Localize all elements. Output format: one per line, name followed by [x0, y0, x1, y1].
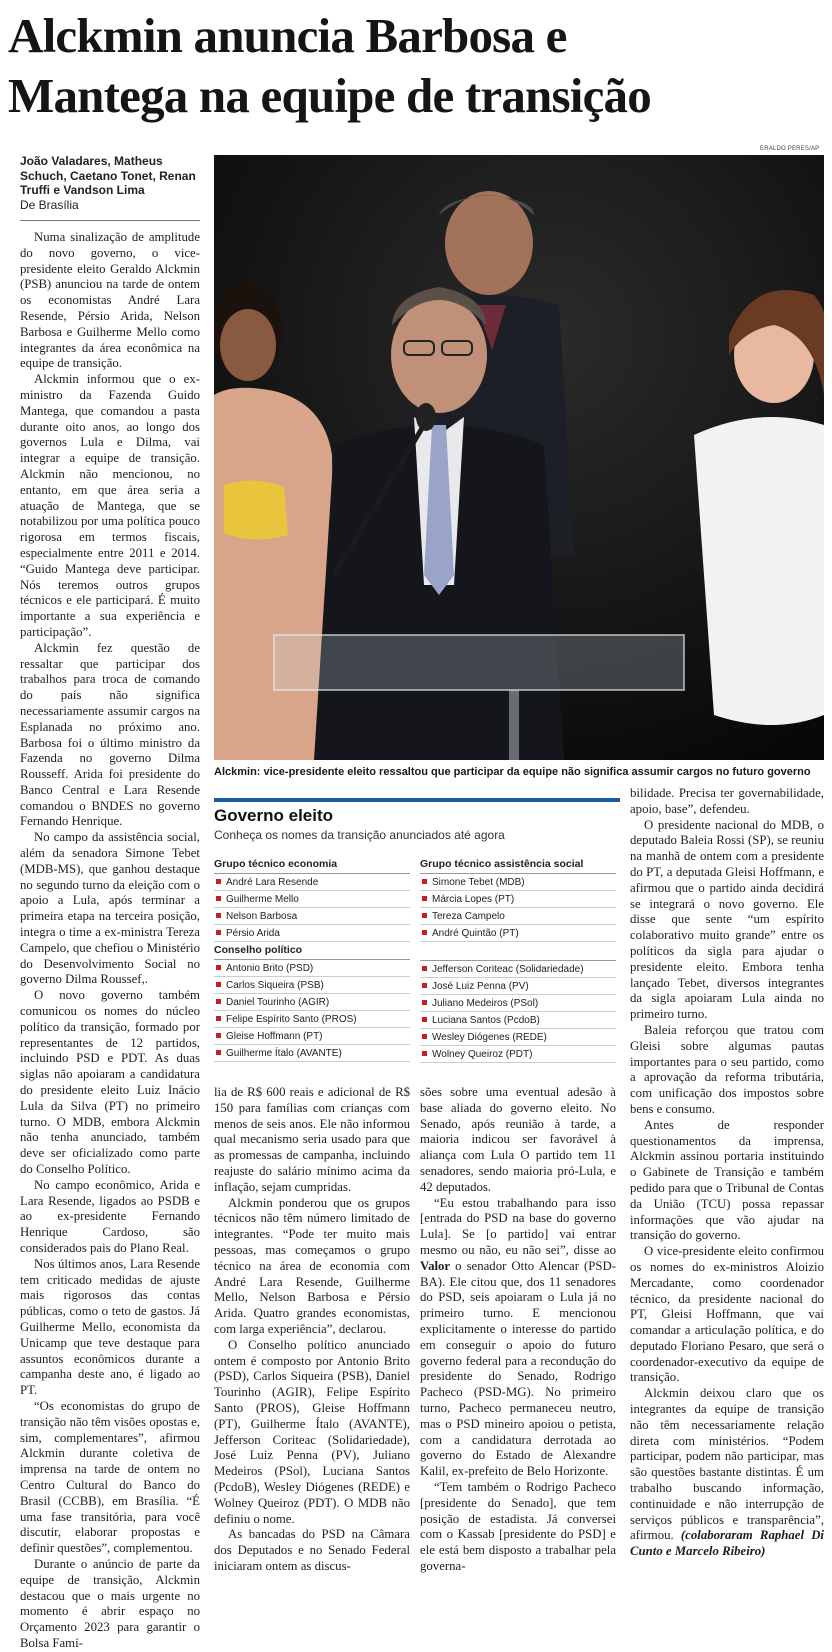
col4-paragraph-5: O vice-presidente eleito confirmou os nomes do ex-ministros Aloizio Mercadante, como coordenador técnico, da presidente nacional do PT, Gleisi Hoffmann, que vai comandar a articulação política, e do deputado Floriano Pesaro, que será o coordenador-executivo da equipe de transição.	[630, 1244, 824, 1385]
col4-paragraph-2: O presidente nacional do MDB, o deputado Baleia Rossi (SP), se reuniu na manhã de ontem com a presidente do PT, a deputada Gleisi Hoffmann, e afirmou que o partido ainda decidirá se integrará o novo governo. Ele disse que sente “um espírito colaborativo muito grande” entre os políticos da sigla para ajudar o presidente eleito. Embora tenha lançado Tebet, diversos integrantes da sigla apoiaram Lula ainda no primeiro turno.	[630, 817, 824, 1022]
bullet-icon	[422, 1034, 427, 1039]
col4-paragraph-4: Antes de responder questionamentos da imprensa, Alckmin assinou portaria instituindo o Gabinete de Transição e também pedido para que o Tribunal de Contas da União (TCU) possa repassar informações que vão ajudar na transição do governo.	[630, 1117, 824, 1243]
bullet-icon	[422, 1000, 427, 1005]
article-column-3	[420, 1085, 616, 1575]
list-item: Nelson Barbosa	[214, 908, 410, 925]
col1-paragraph-2: Alckmin informou que o ex-ministro da Fazenda Guido Mantega, que comandou a pasta durante oito anos, ao longo dos governos Lula e Dilma, vai integrar a equipe de transição. Alckmin não mencionou, no entanto, em que área seria a atuação de Mantega, que se notabilizou por uma política pouco rigorosa em termos fiscais, especialmente entre 2011 e 2014. “Guido Mantega deve participar. Nós teremos outros grupos técnicos e ele participará. É muito importante a sua experiência e participação”.	[20, 372, 200, 639]
group-title: Grupo técnico economia	[214, 856, 410, 874]
box-subtitle: Conheça os nomes da transição anunciados até agora	[214, 828, 505, 842]
list-item: Guilherme Ítalo (AVANTE)	[214, 1045, 410, 1062]
col3-paragraph-2: “Eu estou trabalhando para isso [entrada do PSD na base do governo Lula]. Se [o partido] vai entrar mesmo ou não, eu não sei”, disse ao Valor o senador Otto Alencar (PSD-BA). Ele citou que, dos 11 senadores do PSD, seis apoiaram o Lula já no primeiro turno. E mencionou explicitamente o interesse do partido em conseguir o apoio do futuro governo federal para a recondução do presidente do Senado, Rodrigo Pacheco (PSD-MG). No primeiro turno, Pacheco permaneceu neutro, mas o PSD mineiro apoiou o petista, com a candidatura derrotada ao governo do Estado de Alexandre Kalil, ex-prefeito de Belo Horizonte.	[420, 1195, 616, 1479]
list-item: André Lara Resende	[214, 874, 410, 891]
group-conselho-politico	[214, 942, 410, 1062]
group-title-spacer	[420, 942, 616, 961]
bullet-icon	[216, 999, 221, 1004]
group-title: Conselho político	[214, 942, 410, 960]
box-title: Governo eleito	[214, 806, 334, 825]
bullet-icon	[216, 896, 221, 901]
bullet-icon	[216, 913, 221, 918]
bullet-icon	[216, 1033, 221, 1038]
credits: (colaboraram Raphael Di Cunto e Marcelo Ribeiro)	[630, 1528, 824, 1559]
bullet-icon	[422, 966, 427, 971]
photo-credit: ERALDO PERES/AP	[760, 146, 820, 152]
headline	[8, 6, 828, 126]
photo-caption: Alckmin: vice-presidente eleito ressaltou que participar da equipe não significa assumir cargos no futuro governo	[214, 766, 811, 778]
col4-paragraph-3: Baleia reforçou que tratou com Gleisi sobre algumas pautas importantes para o seu partido, como a aprovação da reforma tributária, com unificação dos impostos sobre bens e consumo.	[630, 1022, 824, 1116]
article-column-4	[630, 786, 824, 1560]
bullet-icon	[422, 930, 427, 935]
list-item: Tereza Campelo	[420, 908, 616, 925]
bullet-icon	[216, 879, 221, 884]
article-column-2	[214, 1085, 410, 1575]
col1-paragraph-6: No campo econômico, Arida e Lara Resende, ligados ao PSDB e ao ex-presidente Fernando Henrique Cardoso, são considerados pais do Plano Real.	[20, 1177, 200, 1255]
transition-info-box	[214, 798, 620, 848]
bullet-icon	[422, 913, 427, 918]
group-assistencia-social	[420, 856, 616, 942]
byline-authors-1: João Valadares, Matheus	[20, 154, 163, 168]
group-economia	[214, 856, 410, 942]
bullet-icon	[216, 965, 221, 970]
col3-paragraph-3: “Tem também o Rodrigo Pacheco [presidente do Senado], que tem posição de estadista. Já conversei com o Kassab [presidente do PSD] e ele está bem disposto a trabalhar pela governa-	[420, 1479, 616, 1573]
list-item: Antonio Brito (PSD)	[214, 960, 410, 977]
bullet-icon	[216, 1016, 221, 1021]
news-photo	[214, 155, 824, 760]
headline-line-2: Mantega na equipe de transição	[8, 68, 651, 123]
list-item: Guilherme Mello	[214, 891, 410, 908]
list-item: Carlos Siqueira (PSB)	[214, 977, 410, 994]
byline-authors-2: Schuch, Caetano Tonet, Renan	[20, 168, 196, 183]
headline-line-1: Alckmin anuncia Barbosa e	[8, 8, 567, 63]
bullet-icon	[422, 1051, 427, 1056]
group-title: Grupo técnico assistência social	[420, 856, 616, 874]
bullet-icon	[422, 879, 427, 884]
col1-paragraph-4: No campo da assistência social, além da senadora Simone Tebet (MDB-MS), que ganhou destaque no segundo turno da eleição com o apoio a Lula, após terminar a primeira etapa na terceira posição, integra o time a ex-ministra Tereza Campelo, que chefiou o Ministério do Desenvolvimento Social no governo Dilma Roussef,.	[20, 830, 200, 987]
list-item: Luciana Santos (PcdoB)	[420, 1012, 616, 1029]
list-item: Felipe Espírito Santo (PROS)	[214, 1011, 410, 1028]
byline-authors-3: Truffi e Vandson Lima	[20, 183, 145, 197]
valor-highlight: Valor	[420, 1258, 451, 1273]
col2-paragraph-3: O Conselho político anunciado ontem é composto por Antonio Brito (PSD), Carlos Siqueira (PSB), Daniel Tourinho (AGIR), Felipe Espírito Santo (PROS), Gleise Hoffmann (PT), Guilherme Ítalo (AVANTE), Jefferson Coriteac (Solidariedade), José Luiz Penna (PV), Juliano Medeiros (PSol), Luciana Santos (PcdoB), Wesley Diógenes (REDE) e Wolney Queiroz (PDT). O MDB não definiu o nome.	[214, 1337, 410, 1526]
list-item: José Luiz Penna (PV)	[420, 978, 616, 995]
col2-paragraph-4: As bancadas do PSD na Câmara dos Deputados e no Senado Federal iniciaram ontem as discus-	[214, 1527, 410, 1573]
list-item: Gleise Hoffmann (PT)	[214, 1028, 410, 1045]
col1-paragraph-3: Alckmin fez questão de ressaltar que participar dos trabalhos para troca de comando do país não significa necessariamente assumir cargos na Esplanada no próximo ano. Barbosa foi o último ministro da Fazenda no governo Dilma Rousseff. Arida foi presidente do Banco Central e Lara Resende comandou o BNDES no governo Fernando Henrique.	[20, 640, 200, 829]
col1-paragraph-5: O novo governo também comunicou os nomes do núcleo político da transição, formado por representantes de 12 partidos, incluindo PSD e PDT. As duas siglas não apoiaram a candidatura do presidente eleito Luiz Inácio Lula da Silva (PT) no primeiro turno. O MDB, embora Alckmin não tenha anunciado, também deve ser oficializado como parte do Conselho Político.	[20, 988, 200, 1177]
article-column-1	[20, 230, 200, 1652]
list-item: Wolney Queiroz (PDT)	[420, 1046, 616, 1063]
byline-divider	[20, 220, 200, 221]
col2-paragraph-2: Alckmin ponderou que os grupos técnicos não têm número limitado de integrantes. “Pode ter muito mais pessoas, mas começamos o grupo técnico na área de economia com André Lara Resende, Guilherme Mello, Nelson Barbosa e Pérsio Arida. Quatro grandes economistas, com larga experiência”, declarou.	[214, 1195, 410, 1336]
col4-paragraph-6: Alckmin deixou claro que os integrantes da equipe de transição não têm necessariamente relação direta com ministérios. “Podem participar, podem não participar, mas são questões bastante distintas. É um trabalho buscando informação, continuidade e não interrupção de serviços públicos e transparência”, afirmou. (colaboraram Raphael Di Cunto e Marcelo Ribeiro)	[630, 1386, 824, 1559]
list-item: Pérsio Arida	[214, 925, 410, 942]
list-item: Simone Tebet (MDB)	[420, 874, 616, 891]
list-item: Wesley Diógenes (REDE)	[420, 1029, 616, 1046]
col1-paragraph-1: Numa sinalização de amplitude do novo governo, o vice-presidente eleito Geraldo Alckmin (PSB) anunciou na tarde de ontem os economistas André Lara Resende, Pérsio Arida, Nelson Barbosa e Guilherme Mello como integrantes da área econômica na equipe de transição.	[20, 230, 200, 371]
col2-paragraph-1: lia de R$ 600 reais e adicional de R$ 150 para famílias com crianças com menos de seis anos. Ele não informou qual mecanismo seria usado para que as promessas de campanha, incluindo reajuste do salário mínimo acima da inflação, sejam cumpridas.	[214, 1085, 410, 1194]
photo-illustration	[214, 155, 824, 760]
col4-paragraph-1: bilidade. Precisa ter governabilidade, apoio, base”, defendeu.	[630, 786, 824, 816]
col1-paragraph-8: “Os economistas do grupo de transição não têm visões opostas e, sim, complementares”, afirmou Alckmin durante coletiva de imprensa na tarde de ontem no Centro Cultural do Banco do Brasil (CCBB), em Brasília. “É uma fase transitória, para você discutir, elaborar propostas e definir questões”, complementou.	[20, 1398, 200, 1556]
bullet-icon	[216, 1050, 221, 1055]
col1-paragraph-7: Nos últimos anos, Lara Resende tem criticado medidas de ajuste mais rigorosos das contas públicas, como o teto de gastos. Já Guilherme Mello, economista da Unicamp que teve destaque para assuntos econômicos durante a campanha deste ano, é ligado ao PT.	[20, 1256, 200, 1398]
col1-paragraph-9: Durante o anúncio de parte da equipe de transição, Alckmin destacou que o mais urgente no momento é abrir espaço no Orçamento 2023 para garantir o Bolsa Famí-	[20, 1556, 200, 1650]
byline-place: De Brasília	[20, 197, 79, 212]
bullet-icon	[216, 982, 221, 987]
list-item: Márcia Lopes (PT)	[420, 891, 616, 908]
list-item: Jefferson Coriteac (Solidariedade)	[420, 961, 616, 978]
bullet-icon	[422, 1017, 427, 1022]
group-conselho-politico-cont	[420, 942, 616, 1063]
list-item: Juliano Medeiros (PSol)	[420, 995, 616, 1012]
list-item: André Quintão (PT)	[420, 925, 616, 942]
bullet-icon	[422, 896, 427, 901]
col3-paragraph-1: sões sobre uma eventual adesão à base aliada do governo eleito. No Senado, após reunião à tarde, a maioria indicou ser favorável à aliança com Lula O partido tem 11 senadores, sendo maioria pró-Lula, e 42 deputados.	[420, 1085, 616, 1194]
list-item: Daniel Tourinho (AGIR)	[214, 994, 410, 1011]
bullet-icon	[422, 983, 427, 988]
byline	[20, 154, 200, 212]
bullet-icon	[216, 930, 221, 935]
box-top-bar	[214, 798, 620, 802]
